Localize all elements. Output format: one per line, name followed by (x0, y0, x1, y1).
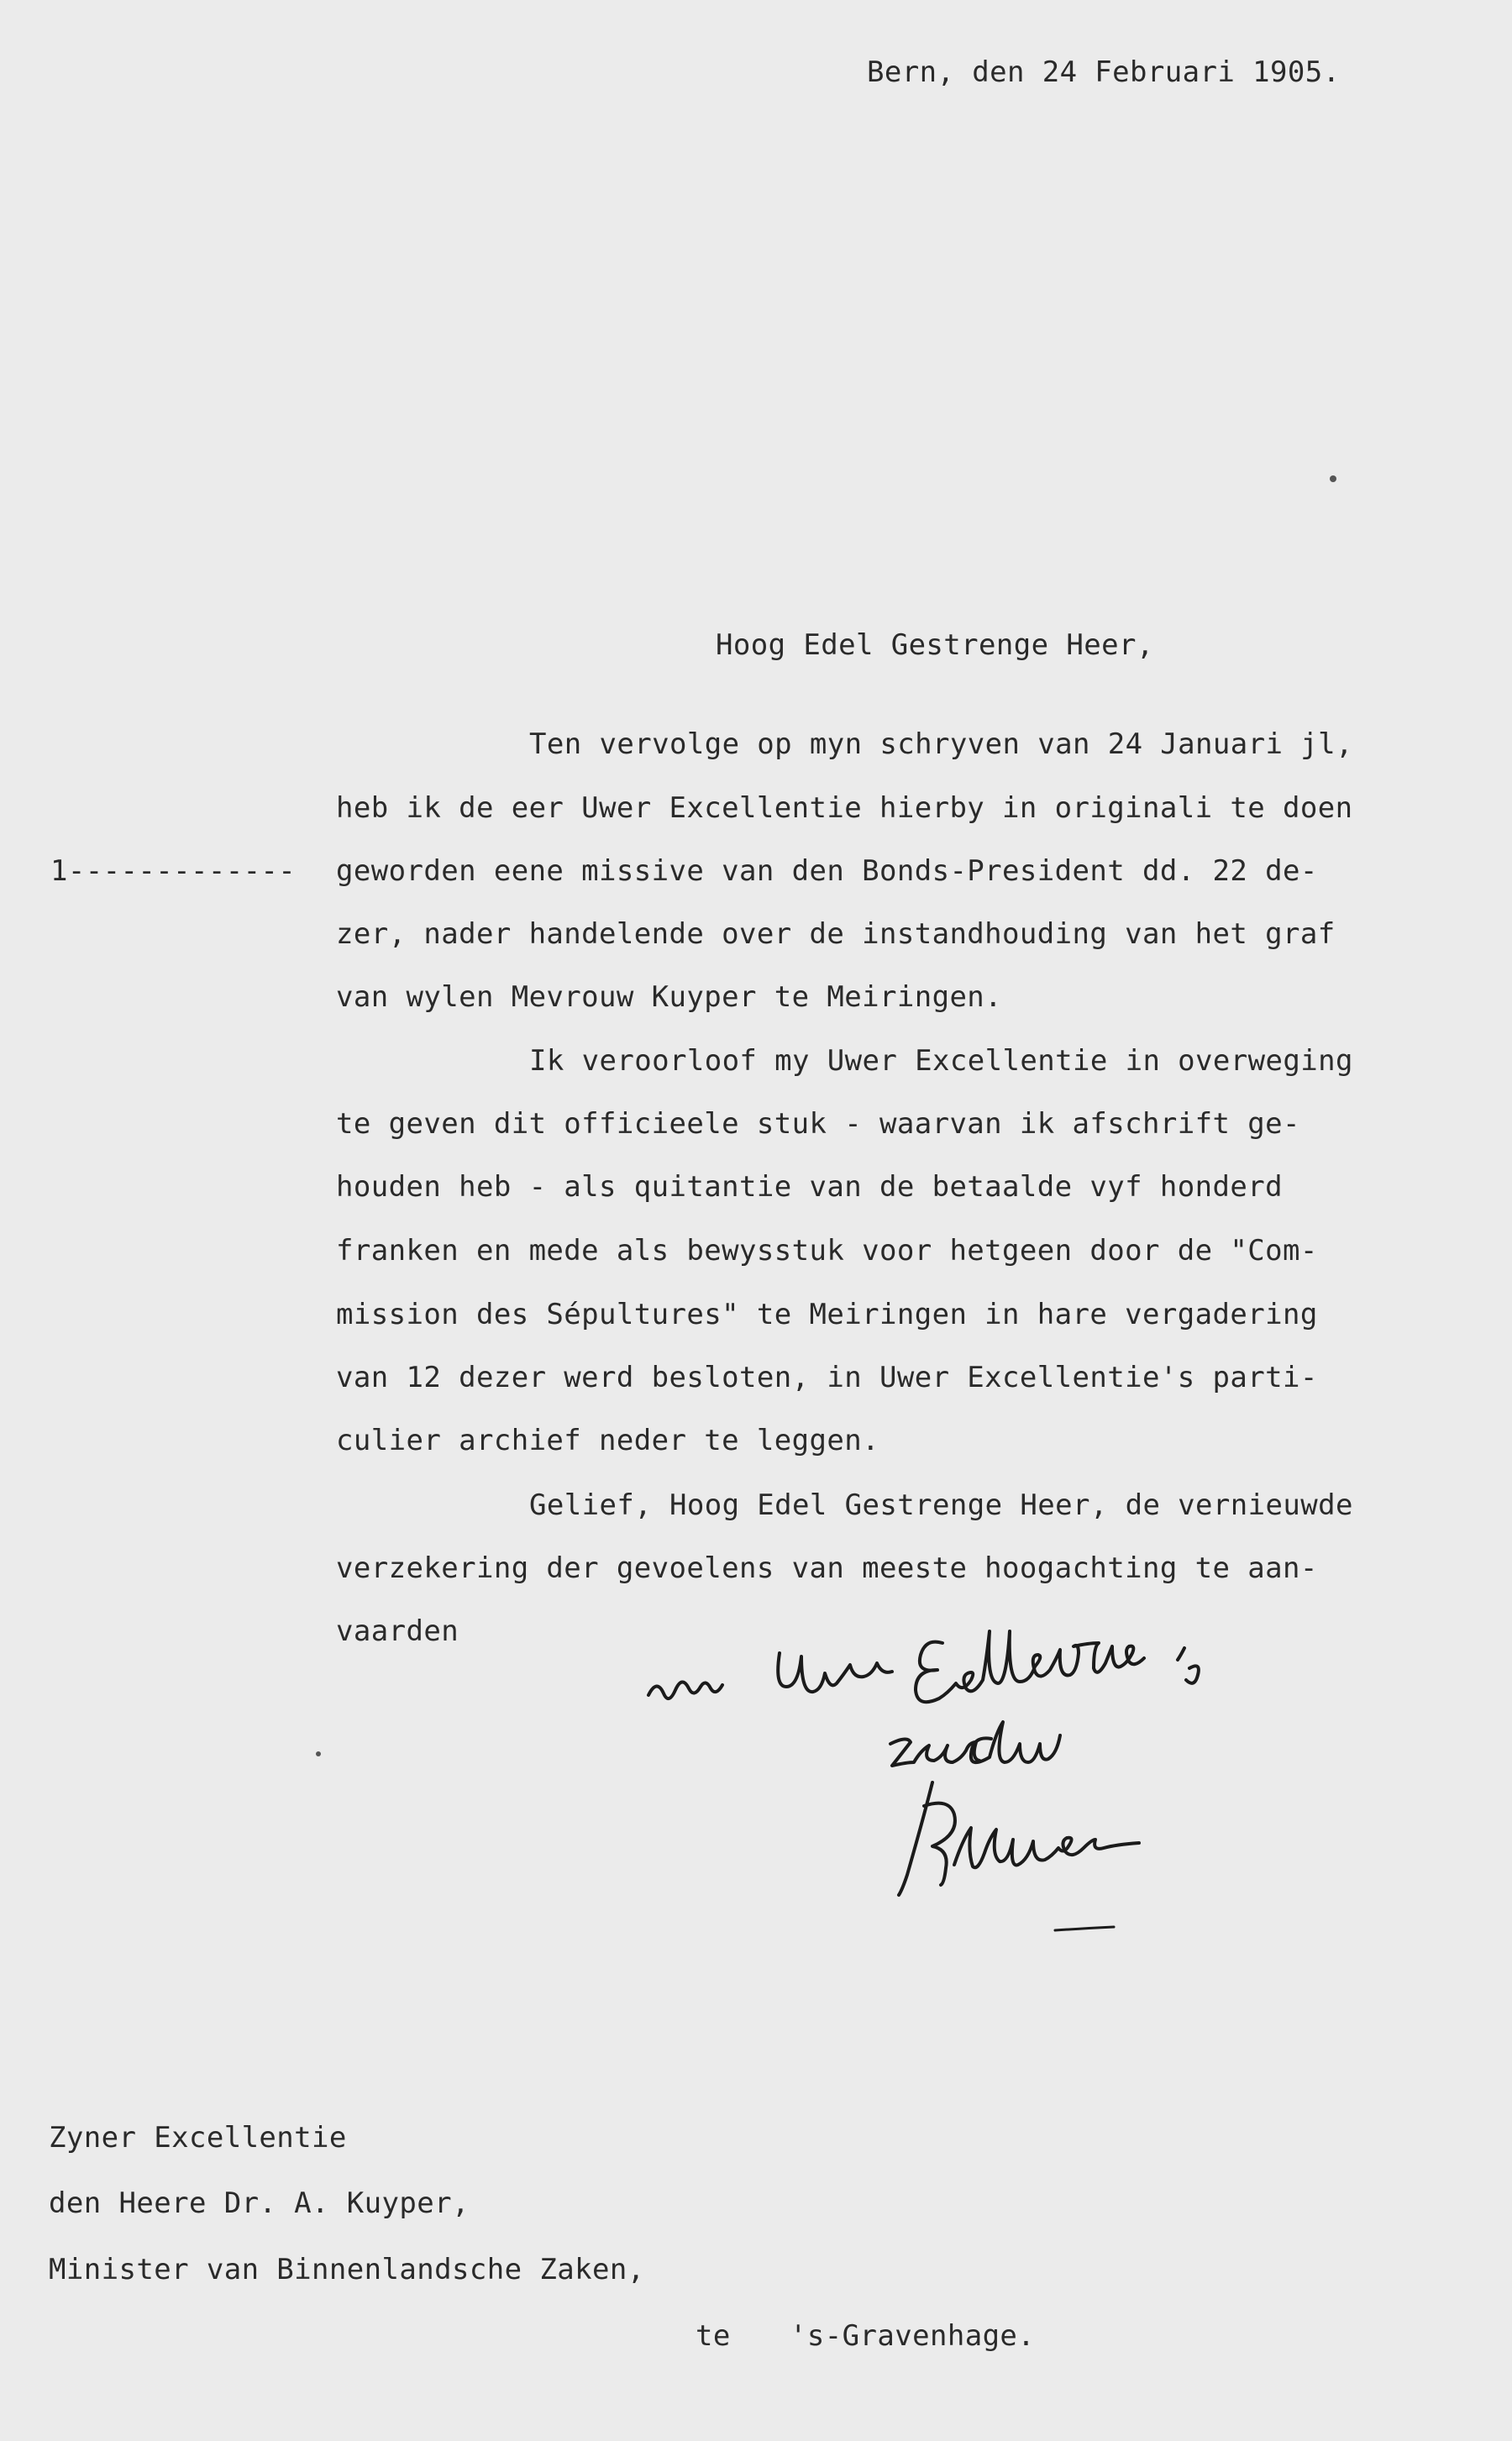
address-te: te (696, 2319, 731, 2353)
ink-speck (316, 1751, 321, 1756)
paragraph-2-line-7: culier archief neder te leggen. (336, 1424, 879, 1457)
paragraph-1-line-3: geworden eene missive van den Bonds-President dd. 22 de- (336, 854, 1318, 888)
paragraph-3-line-2: verzekering der gevoelens van meeste hoogachting te aan- (336, 1551, 1318, 1585)
paragraph-3-line-3: vaarden (336, 1614, 459, 1648)
paragraph-2-line-1: Ik veroorloof my Uwer Excellentie in overweging (529, 1044, 1353, 1078)
letter-date: Bern, den 24 Februari 1905. (867, 55, 1341, 89)
margin-reference: 1------------- (50, 854, 297, 888)
salutation: Hoog Edel Gestrenge Heer, (716, 628, 1154, 662)
ink-speck (1330, 475, 1336, 482)
address-place: 's-Gravenhage. (790, 2319, 1036, 2353)
paragraph-1-line-1: Ten vervolge op myn schryven van 24 Januari jl, (529, 727, 1353, 761)
paragraph-2-line-6: van 12 dezer werd besloten, in Uwer Excellentie's parti- (336, 1361, 1318, 1394)
paragraph-3-line-1: Gelief, Hoog Edel Gestrenge Heer, de vernieuwde (529, 1488, 1353, 1522)
handwritten-signature (638, 1613, 1277, 1949)
address-line-3: Minister van Binnenlandsche Zaken, (49, 2253, 645, 2286)
paragraph-2-line-2: te geven dit officieele stuk - waarvan ik afschrift ge- (336, 1107, 1300, 1141)
address-line-2: den Heere Dr. A. Kuyper, (49, 2186, 470, 2220)
paragraph-2-line-5: mission des Sépultures" te Meiringen in hare vergadering (336, 1298, 1318, 1331)
paragraph-1-line-2: heb ik de eer Uwer Excellentie hierby in originali te doen (336, 791, 1353, 825)
paragraph-1-line-5: van wylen Mevrouw Kuyper te Meiringen. (336, 980, 1003, 1014)
paragraph-1-line-4: zer, nader handelende over de instandhouding van het graf (336, 917, 1336, 951)
paragraph-2-line-4: franken en mede als bewysstuk voor hetgeen door de "Com- (336, 1234, 1318, 1268)
address-line-1: Zyner Excellentie (49, 2121, 347, 2155)
paragraph-2-line-3: houden heb - als quitantie van de betaalde vyf honderd (336, 1170, 1283, 1204)
